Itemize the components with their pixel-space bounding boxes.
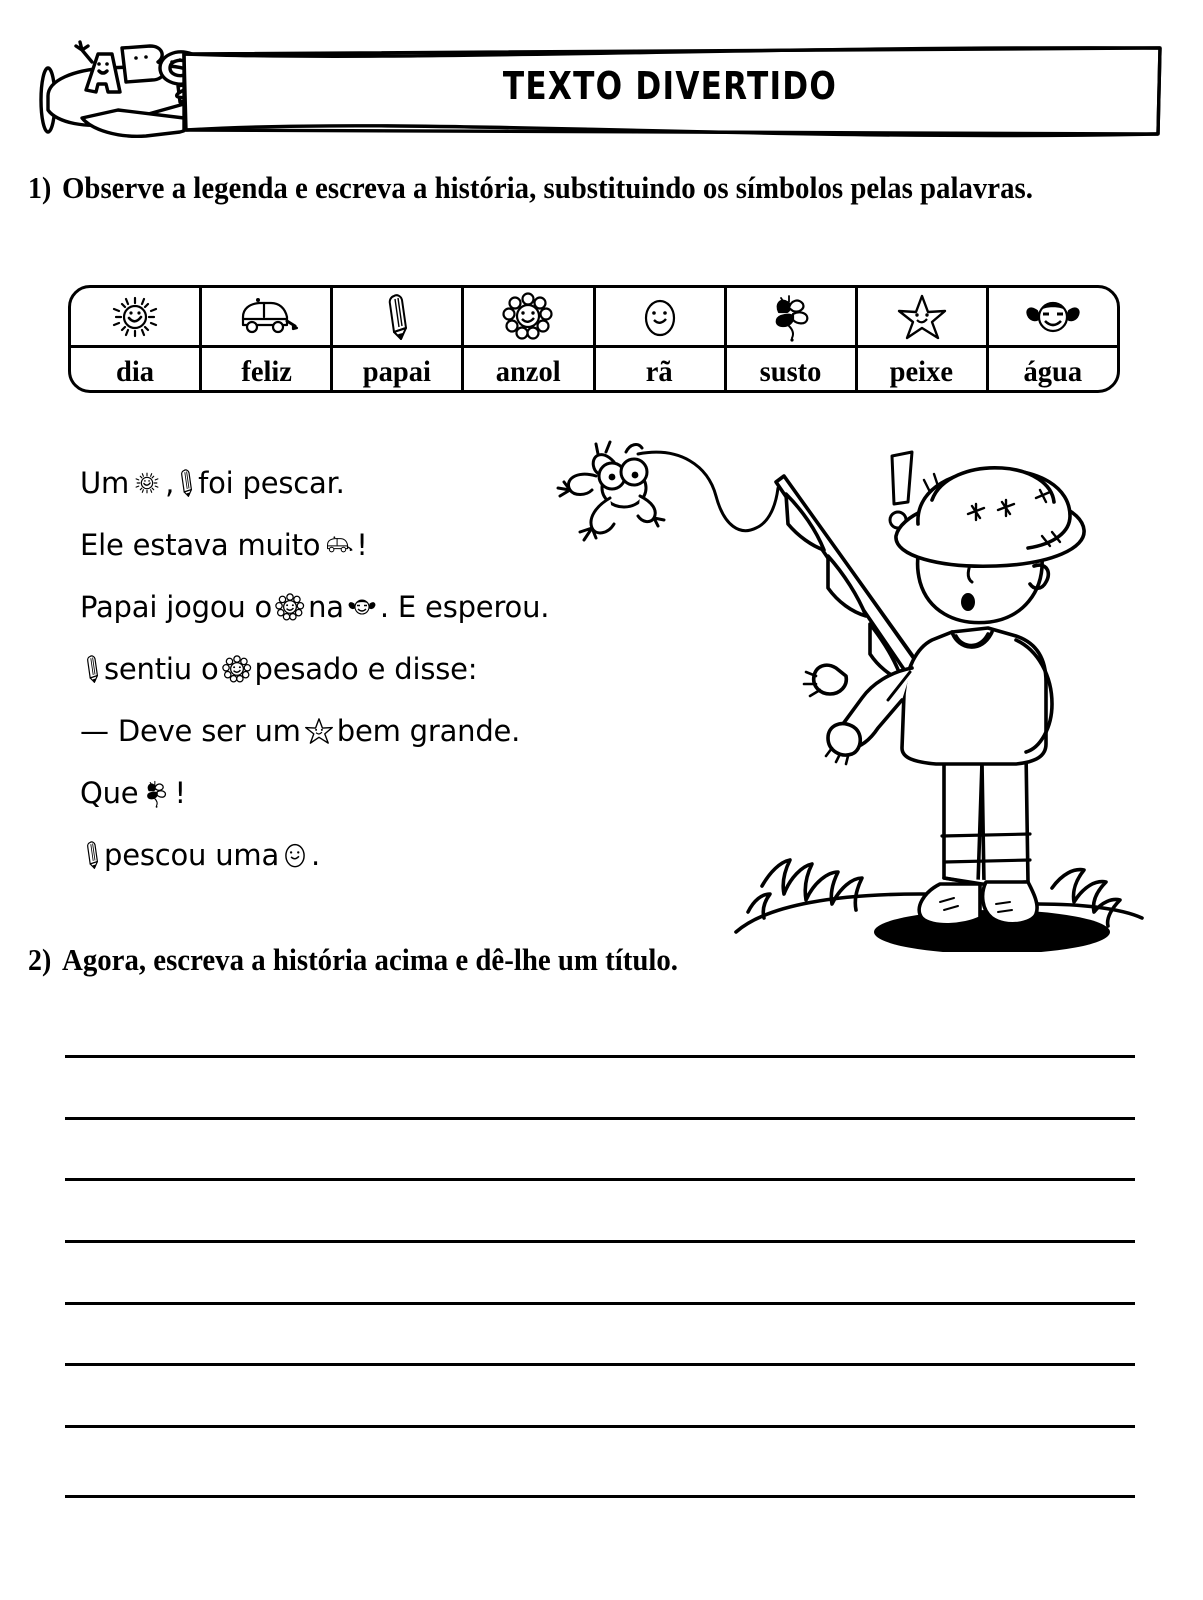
story-text-fragment: ! [174,775,186,810]
bee-icon [765,292,817,342]
legend-word-papai: papai [333,348,464,393]
star-icon [896,293,948,341]
sun-icon [132,470,162,496]
legend-cell-car [202,288,333,345]
legend-word-feliz: feliz [202,348,333,393]
sun-icon [132,470,162,496]
legend-cell-sun [71,288,202,345]
answer-line[interactable] [65,1495,1135,1498]
answer-line[interactable] [65,1302,1135,1305]
answer-line[interactable] [65,1425,1135,1428]
question-1-number: 1) [28,170,52,205]
legend-cell-star [858,288,989,345]
story-text-fragment: Um [80,465,130,500]
story-text-fragment: sentiu o [104,651,219,686]
legend-word-peixe: peixe [858,348,989,393]
fishing-illustration [540,432,1190,952]
flower-icon [222,655,252,684]
legend-word-dia: dia [71,348,202,393]
legend-table [68,285,1120,393]
smiley-face-icon [282,840,308,870]
car-icon [233,295,299,339]
legend-cell-bee [727,288,858,345]
answer-line[interactable] [65,1240,1135,1243]
flower-icon [502,292,554,342]
question-2 [28,940,1028,980]
pencil-icon [83,654,101,684]
pencil-icon [83,840,101,870]
pencil-icon [382,292,412,342]
pencil-icon [83,654,101,684]
legend-cell-girl [989,288,1117,345]
pencil-icon [177,468,195,498]
question-2-number: 2) [28,942,52,977]
story-text-fragment: pesado e disse: [254,651,478,686]
car-icon [323,535,353,555]
bee-icon [141,779,171,808]
flower-icon [222,655,252,684]
flower-icon [275,593,305,622]
story-text-fragment: bem grande. [336,713,521,748]
answer-writing-area[interactable] [0,1000,1203,1600]
star-icon [304,717,334,745]
smiley-face-icon [282,840,308,870]
story-text-fragment: pescou uma [104,837,280,872]
answer-line[interactable] [65,1363,1135,1366]
legend-cell-smiley [596,288,727,345]
legend-cell-flower [464,288,595,345]
pencil-icon [177,468,195,498]
story-text-fragment: — Deve ser um [80,713,301,748]
legend-word-ra: rã [596,348,727,393]
story-text-fragment: Que [80,775,139,810]
legend-symbol-row [71,288,1117,345]
legend-word-agua: água [1023,355,1083,388]
story-text-fragment: , [165,465,175,500]
frog-icon [558,442,664,540]
answer-line[interactable] [65,1055,1135,1058]
car-icon [323,535,353,555]
question-1 [28,168,1178,208]
pencil-icon [83,840,101,870]
story-text-fragment: . [311,837,321,872]
page-title: TEXTO DIVERTIDO [502,64,838,108]
legend-word-row [71,345,1117,393]
sun-icon [106,292,164,342]
smiley-face-icon [640,294,680,340]
bee-icon [141,779,171,808]
story-text-fragment: Papai jogou o [80,589,273,624]
header-banner [0,18,1203,143]
answer-line[interactable] [65,1117,1135,1120]
boy-with-hat [804,468,1084,925]
story-text-fragment: Ele estava muito [80,527,321,562]
girl-face-icon [1023,295,1083,339]
girl-face-icon [347,596,377,618]
story-text-fragment: na [308,589,344,624]
answer-line[interactable] [65,1178,1135,1181]
legend-cell-pencil [333,288,464,345]
flower-icon [275,593,305,622]
question-1-text: Observe a legenda e escreva a história, substituindo os símbolos pelas palavras. [61,170,1033,205]
story-text-fragment: . E esperou. [379,589,550,624]
story-text-fragment: ! [356,527,368,562]
star-icon [304,717,334,745]
girl-face-icon [347,596,377,618]
legend-word-susto: susto [727,348,858,393]
question-2-text: Agora, escreva a história acima e dê-lhe um título. [61,942,678,977]
story-text-fragment: foi pescar. [198,465,345,500]
legend-word-anzol: anzol [464,348,595,393]
